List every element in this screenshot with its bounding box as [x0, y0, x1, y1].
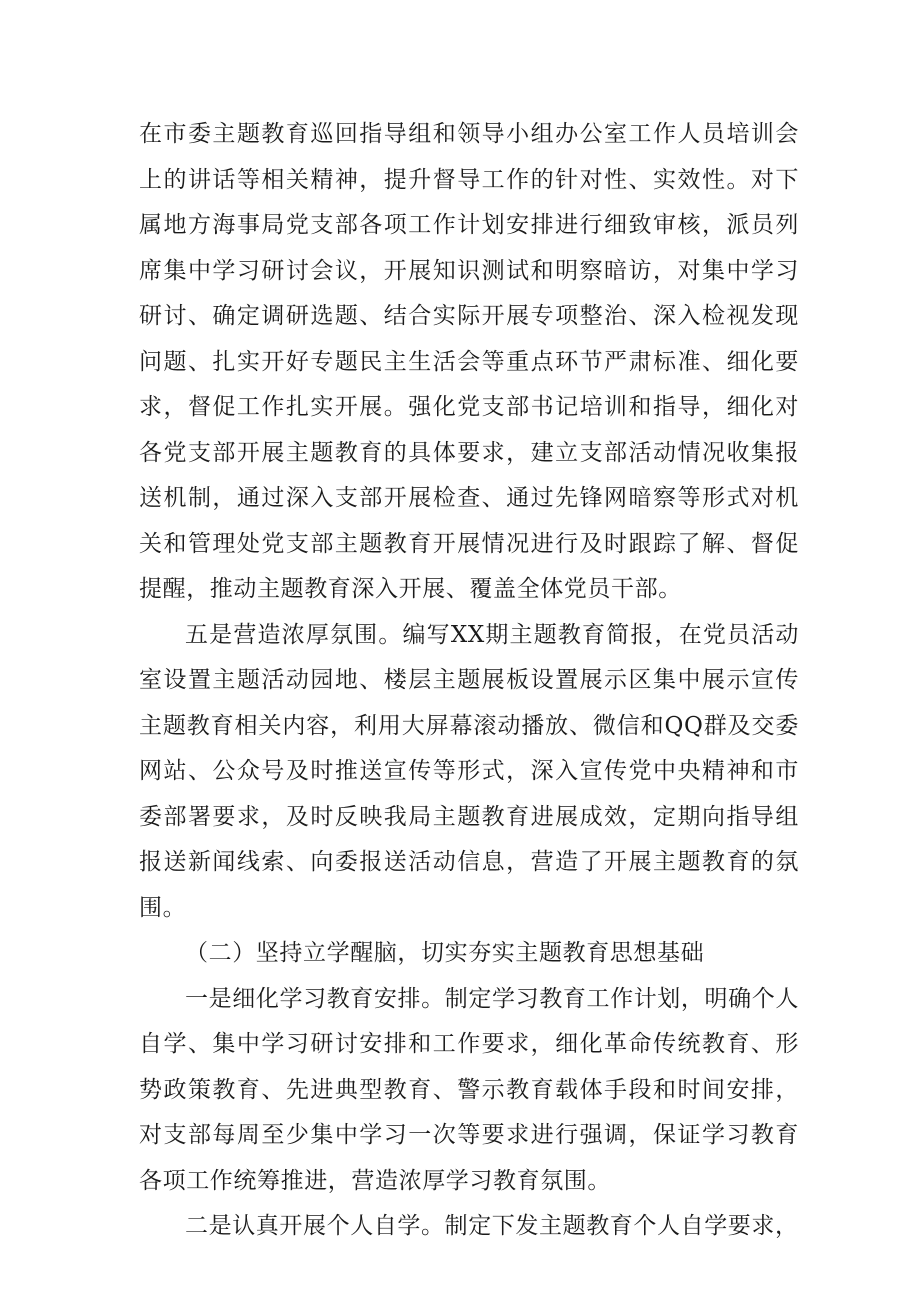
paragraph-self-study: 二是认真开展个人自学。制定下发主题教育个人自学要求， [185, 1213, 799, 1239]
paragraph-continued: 在市委主题教育巡回指导组和领导小组办公室工作人员培训会上的讲话等相关精神，提升督导工作的针对性、实效性。对下属地方海事局党支部各项工作计划安排进行细致审核，派员列席集中学习研讨会议，开展知识测试和明察暗访，对集中学习研讨、确定调研选题、结合实际开展专项整治、深入检视发现问题、扎实开好专题民主生活会等重点环节严肃标准、细化要求，督促工作扎实开展。强化党支部书记培训和指导，细化对各党支部开展主题教育的具体要求，建立支部活动情况收集报送机制，通过深入支部开展检查、通过先锋网暗察等形式对机关和管理处党支部主题教育开展情况进行及时跟踪了解、督促提醒，推动主题教育深入开展、覆盖全体党员干部。 [139, 121, 799, 602]
section-heading: （二）坚持立学醒脑，切实夯实主题教育思想基础 [185, 940, 705, 966]
paragraph-study-arrangement: 一是细化学习教育安排。制定学习教育工作计划，明确个人自学、集中学习研讨安排和工作要求，细化革命传统教育、形势政策教育、先进典型教育、警示教育载体手段和时间安排，对支部每周至少集中学习一次等要求进行强调，保证学习教育各项工作统筹推进，营造浓厚学习教育氛围。 [139, 985, 799, 1194]
document-body [139, 112, 799, 1250]
paragraph-create-atmosphere: 五是营造浓厚氛围。编写XX期主题教育简报，在党员活动室设置主题活动园地、楼层主题展板设置展示区集中展示宣传主题教育相关内容，利用大屏幕滚动播放、微信和QQ群及交委网站、公众号及时推送宣传等形式，深入宣传党中央精神和市委部署要求，及时反映我局主题教育进展成效，定期向指导组报送新闻线索、向委报送活动信息，营造了开展主题教育的氛围。 [139, 621, 799, 921]
